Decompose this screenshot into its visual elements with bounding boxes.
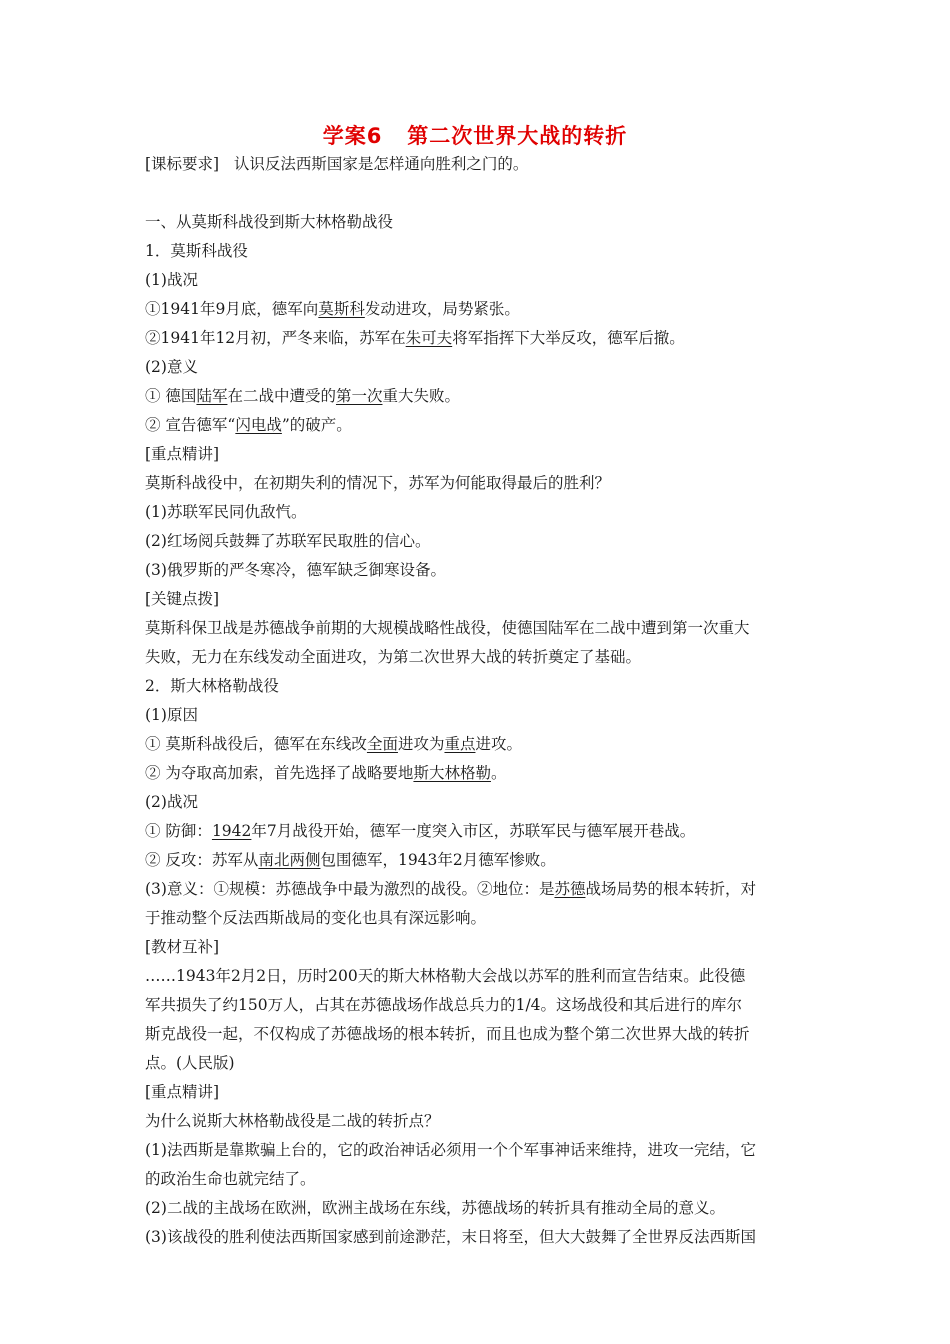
subsection-heading-stalingrad: 2．斯大林格勒战役 (145, 677, 279, 695)
key-explanation-label: [重点精讲] (145, 1083, 220, 1101)
key-point-text: 失败，无力在东线发动全面进攻，为第二次世界大战的转折奠定了基础。 (145, 648, 642, 666)
section-heading: 一、从莫斯科战役到斯大林格勒战役 (145, 213, 394, 231)
blank-answer: 全面 (366, 735, 398, 753)
blank-answer: 朱可夫 (405, 329, 453, 347)
key-explanation-point: 的政治生命也就完结了。 (145, 1170, 316, 1188)
stalingrad-cause-2: ② 为夺取高加索，首先选择了战略要地斯大林格勒。 (145, 764, 507, 782)
blank-answer: 莫斯科 (318, 300, 365, 318)
title-main: 第二次世界大战的转折 (407, 124, 628, 148)
stalingrad-significance: (3)意义：①规模：苏德战争中最为激烈的战役。②地位：是苏德战场局势的根本转折，对 (145, 880, 756, 898)
moscow-significance-2: ② 宣告德军“闪电战”的破产。 (145, 416, 352, 434)
key-explanation-label: [重点精讲] (145, 445, 220, 463)
key-explanation-question: 莫斯科战役中，在初期失利的情况下，苏军为何能取得最后的胜利？ (145, 474, 611, 492)
moscow-significance-label: (2)意义 (145, 358, 198, 376)
stalingrad-situation-label: (2)战况 (145, 793, 198, 811)
moscow-situation-1: ①1941年9月底，德军向莫斯科发动进攻，局势紧张。 (145, 300, 520, 318)
requirement-text: 认识反法西斯国家是怎样通向胜利之门的。 (233, 155, 529, 173)
key-point-label: [关键点拨] (145, 590, 220, 608)
stalingrad-significance-cont: 于推动整个反法西斯战局的变化也具有深远影响。 (145, 909, 487, 927)
key-explanation-point: (1)苏联军民同仇敌忾。 (145, 503, 307, 521)
textbook-supplement-text: 点。(人民版) (145, 1054, 235, 1072)
key-point-text: 莫斯科保卫战是苏德战争前期的大规模战略性战役，使德国陆军在二战中遭到第一次重大 (145, 619, 750, 637)
title-prefix: 学案6 (322, 124, 383, 148)
blank-answer: 重点 (444, 735, 476, 753)
blank-answer: 南北两侧 (258, 851, 321, 869)
textbook-supplement-label: [教材互补] (145, 938, 220, 956)
blank-answer: 1942 (211, 822, 252, 840)
blank-answer: 第一次 (335, 387, 383, 405)
textbook-supplement-text: 军共损失了约150万人，占其在苏德战场作战总兵力的1/4。这场战役和其后进行的库尔 (145, 996, 743, 1014)
requirement-label: [课标要求] (145, 155, 220, 173)
key-explanation-point: (1)法西斯是靠欺骗上台的，它的政治神话必须用一个个军事神话来维持，进攻一完结，它 (145, 1141, 756, 1159)
page-title (0, 120, 950, 150)
blank-answer: 斯大林格勒 (413, 764, 491, 782)
subsection-heading-moscow: 1．莫斯科战役 (145, 242, 248, 260)
blank-answer: 陆军 (196, 387, 228, 405)
stalingrad-cause-1: ① 莫斯科战役后，德军在东线改全面进攻为重点进攻。 (145, 735, 522, 753)
key-explanation-question: 为什么说斯大林格勒战役是二战的转折点？ (145, 1112, 440, 1130)
key-explanation-point: (2)二战的主战场在欧洲，欧洲主战场在东线，苏德战场的转折具有推动全局的意义。 (145, 1199, 725, 1217)
stalingrad-situation-1: ① 防御：1942年7月战役开始，德军一度突入市区，苏联军民与德军展开巷战。 (145, 822, 696, 840)
document-body (145, 150, 810, 1252)
blank-answer: 闪电战 (235, 416, 282, 434)
key-explanation-point: (3)俄罗斯的严冬寒冷，德军缺乏御寒设备。 (145, 561, 446, 579)
blank-answer: 苏德 (554, 880, 586, 898)
textbook-supplement-text: 斯克战役一起，不仅构成了苏德战场的根本转折，而且也成为整个第二次世界大战的转折 (145, 1025, 750, 1043)
moscow-situation-2: ②1941年12月初，严冬来临，苏军在朱可夫将军指挥下大举反攻，德军后撤。 (145, 329, 685, 347)
moscow-situation-label: (1)战况 (145, 271, 198, 289)
stalingrad-situation-2: ② 反攻：苏军从南北两侧包围德军，1943年2月德军惨败。 (145, 851, 556, 869)
blank-line (145, 179, 810, 208)
stalingrad-cause-label: (1)原因 (145, 706, 198, 724)
moscow-significance-1: ① 德国陆军在二战中遭受的第一次重大失败。 (145, 387, 460, 405)
course-requirement (145, 150, 810, 179)
key-explanation-point: (2)红场阅兵鼓舞了苏联军民取胜的信心。 (145, 532, 431, 550)
key-explanation-point: (3)该战役的胜利使法西斯国家感到前途渺茫，末日将至，但大大鼓舞了全世界反法西斯国 (145, 1228, 756, 1246)
textbook-supplement-text: ……1943年2月2日，历时200天的斯大林格勒大会战以苏军的胜利而宣告结束。此役德 (145, 967, 746, 985)
